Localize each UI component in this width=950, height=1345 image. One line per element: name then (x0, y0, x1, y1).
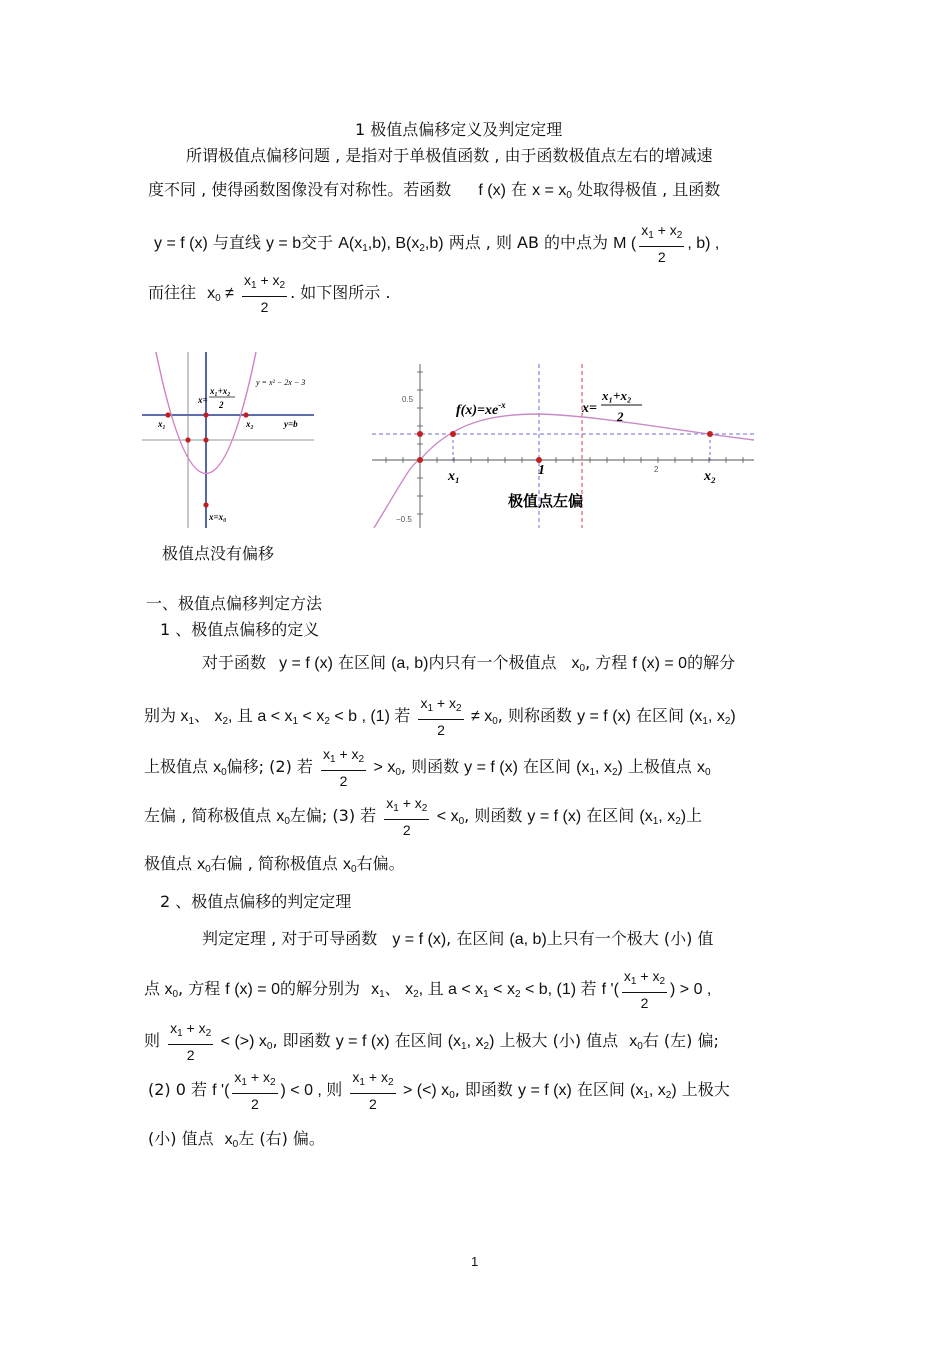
t: 2 (251, 1096, 259, 1112)
math: x (207, 285, 216, 302)
t: 点 x (144, 981, 173, 998)
t: 0 (492, 716, 498, 727)
label-equation: y = x² − 2x − 3 (256, 378, 306, 387)
t: + (653, 222, 670, 238)
t: 上极值点 (144, 757, 209, 776)
tick-2: 2 (654, 465, 659, 474)
t: 0 (205, 864, 211, 875)
fraction (321, 745, 366, 790)
caption-fig2: 极值点左偏 (508, 492, 584, 510)
def-line-4 (144, 794, 702, 842)
t: > (<) x (398, 1082, 450, 1099)
def-line-2 (144, 694, 736, 742)
fraction (622, 967, 667, 1012)
t: 上极大 (小) 值点 (499, 1031, 619, 1050)
t: 1 (393, 803, 399, 814)
point-x1 (450, 431, 456, 437)
thm-line-1 (202, 928, 713, 951)
t: x (697, 759, 706, 776)
point-mid (203, 412, 208, 417)
point-y-axis (417, 431, 423, 437)
label-x1: x₁ (158, 419, 166, 429)
t: 左偏 , 简称极值点 (144, 806, 272, 825)
t: 2 (657, 249, 666, 265)
t: ) (617, 759, 623, 776)
t: + (398, 795, 415, 811)
t: y = f (x) (279, 655, 333, 672)
t: + (433, 695, 449, 711)
fraction (168, 1019, 213, 1064)
t: < (>) x (216, 1033, 267, 1050)
t: , 则函数 (400, 757, 460, 776)
label-x-eq: x= (582, 401, 597, 416)
point-x2 (243, 412, 248, 417)
label-x1: x₁ (448, 469, 460, 484)
t: 2 (665, 1090, 672, 1101)
t: x (276, 808, 285, 825)
t: 0 (705, 767, 711, 778)
t: 右 (左) 偏; (642, 1031, 719, 1050)
t: , 且 a < x (228, 708, 293, 725)
thm-line-3 (144, 1019, 719, 1067)
point-x1 (165, 412, 170, 417)
math: y = f (x) (154, 235, 208, 252)
t: x (272, 272, 280, 288)
t: x (571, 655, 580, 672)
t: 0 (458, 816, 465, 827)
label-x2: x₂ (704, 469, 716, 484)
t: + (364, 1069, 381, 1085)
t: < b , (1) 若 (329, 708, 411, 725)
t: x (323, 746, 330, 762)
t: 2 (339, 773, 348, 789)
t: (x (447, 1033, 462, 1050)
math: A(x (338, 235, 363, 252)
t: 2 (455, 703, 462, 714)
sub: 0 (215, 293, 221, 304)
def-line-1 (202, 652, 735, 680)
t: (2) 0 若 (148, 1080, 208, 1099)
sub: 1 (362, 243, 368, 254)
text: 而往往 (148, 283, 197, 302)
thm-line-2 (144, 967, 711, 1015)
t: 1 (427, 703, 434, 714)
t: , 且 a < x (418, 981, 484, 998)
t: ) < 0 , 则 (280, 1082, 343, 1099)
t: (x (689, 708, 703, 725)
intro-line-4 (148, 271, 390, 319)
t: , 方程 (585, 653, 628, 672)
t: (x (639, 808, 653, 825)
fraction (418, 694, 463, 739)
t: 上极值点 (627, 757, 692, 776)
t: 1 (188, 716, 195, 727)
t: , x (466, 1033, 484, 1050)
def-line-5 (144, 853, 405, 881)
t: 2 (413, 989, 419, 1000)
t: f '( (601, 981, 619, 998)
t: (a, b) (509, 931, 547, 948)
t: 2 (724, 716, 731, 727)
sub: 2 (419, 243, 425, 254)
label-x-x0: x=x₀ (209, 512, 227, 522)
t: (a, b) (391, 655, 429, 672)
t: 2 (205, 1028, 212, 1039)
intro-line-2 (148, 179, 720, 207)
intro-line-3 (154, 221, 719, 269)
t: y = f (x) (518, 1082, 572, 1099)
t: 的解分别为 (279, 979, 360, 998)
t: ) > 0 , (670, 981, 712, 998)
page-title: 1 极值点偏移定义及判定定理 (355, 120, 563, 139)
t: x (352, 1069, 360, 1085)
t: x (224, 1131, 233, 1148)
t: 偏移; (2) 若 (226, 757, 313, 776)
t: x (371, 981, 380, 998)
label-mid-num: x₁+x₂ (210, 386, 231, 396)
point-axis (203, 437, 208, 442)
math-x-eq: x = x (532, 182, 567, 199)
subsection-1: 1 、极值点偏移的定义 (160, 620, 320, 639)
text: 交于 (301, 233, 334, 252)
text: 在 (511, 180, 528, 199)
t: 2 (369, 1096, 377, 1112)
t: + (636, 968, 653, 984)
t: x (170, 1020, 178, 1036)
t: 1 (643, 1090, 649, 1101)
thm-line-5 (148, 1128, 325, 1156)
t: y = f (x) (464, 759, 518, 776)
t: x (448, 695, 456, 711)
t: x (262, 1069, 270, 1085)
t: 2 (421, 803, 428, 814)
math-fx: f (x) (478, 182, 506, 199)
t: 0 (351, 864, 357, 875)
t: 2 (640, 995, 649, 1011)
t: ≠ x (466, 708, 493, 725)
label-x2: x₂ (246, 419, 254, 429)
math: , B(x (386, 235, 420, 252)
t: (x (576, 759, 590, 776)
t: y = f (x) (527, 808, 582, 825)
t: x (414, 795, 422, 811)
t: + (335, 746, 352, 762)
t: + (182, 1020, 199, 1036)
t: 0 (579, 663, 586, 674)
t: + (246, 1069, 263, 1085)
t: 左 (右) 偏。 (238, 1129, 325, 1148)
t: 则 (144, 1031, 161, 1050)
t: 1 (589, 767, 596, 778)
t: 上极大 (681, 1080, 730, 1099)
t: < x (298, 708, 325, 725)
t: ) (730, 708, 736, 725)
t: 右偏 , 简称极值点 (210, 854, 338, 873)
t: x (213, 759, 222, 776)
label-one: 1 (538, 463, 545, 478)
t: 对于函数 (202, 653, 267, 672)
t: < x (432, 808, 459, 825)
t: 别为 x (144, 708, 189, 725)
t: 极值点 (144, 854, 193, 873)
label-mid-den: 2 (219, 400, 224, 410)
t: 2 (387, 1077, 394, 1088)
t: f '( (212, 1082, 230, 1099)
t: , 则函数 (464, 806, 523, 825)
t: 1 (292, 716, 299, 727)
t: 2 (675, 816, 681, 827)
math: ,b) (424, 235, 444, 252)
t: 2 (260, 299, 269, 315)
fx-main: f(x)=xe (456, 403, 499, 418)
math: ,b) (367, 235, 387, 252)
caption-fig1: 极值点没有偏移 (162, 544, 275, 563)
t: 2 (483, 1041, 490, 1052)
t: 0 (637, 1041, 643, 1052)
t: 在区间 (635, 706, 684, 725)
text: 处取得极值 , 且函数 (577, 180, 721, 199)
t: < x (488, 981, 515, 998)
point-vertex (203, 502, 208, 507)
t: x (343, 856, 352, 873)
t: 2 (402, 822, 411, 838)
t: x (669, 222, 677, 238)
t: y = f (x) (577, 708, 631, 725)
t: 在区间 (576, 1080, 625, 1099)
label-x-eq: x= (198, 395, 208, 405)
t: f (x) = 0 (632, 655, 688, 672)
t: 0 (266, 1041, 273, 1052)
page-number: 1 (471, 1254, 479, 1269)
t: , x (595, 759, 612, 776)
sub: 0 (566, 190, 572, 201)
t: 2 (659, 976, 666, 987)
math: ≠ (220, 285, 234, 302)
t: 2 (611, 767, 618, 778)
t: 1 (177, 1028, 183, 1039)
t: 1 (379, 989, 385, 1000)
t: , x (648, 1082, 666, 1099)
t: 在区间 (337, 653, 386, 672)
fraction (639, 221, 684, 266)
t: 在区间 (586, 806, 635, 825)
t: x (629, 1033, 638, 1050)
t: x (420, 695, 428, 711)
t: 在区间 (523, 757, 572, 776)
t: 2 (269, 1077, 276, 1088)
t: 2 (358, 754, 365, 765)
t: 0 (395, 767, 401, 778)
fraction (232, 1068, 277, 1113)
t: 1 (652, 816, 659, 827)
t: + (256, 272, 273, 288)
t: x (652, 968, 660, 984)
figure-parabola (142, 350, 317, 530)
math: M ( (613, 235, 637, 252)
t: x (386, 795, 394, 811)
t: 2 (676, 230, 683, 241)
t: (x (630, 1082, 644, 1099)
t: x (351, 746, 359, 762)
math: , b) , (687, 235, 720, 252)
t: f (x) = 0 (225, 981, 280, 998)
text: 与直线 (212, 233, 261, 252)
t: 左偏; (3) 若 (289, 806, 377, 825)
t: 上 (686, 806, 703, 825)
t: y = f (x) (335, 1033, 390, 1050)
t: 0 (449, 1090, 455, 1101)
t: 、 x (194, 708, 223, 725)
t: 1 (483, 989, 489, 1000)
t: 2 (279, 280, 286, 291)
figure-xe-x (372, 362, 757, 530)
t: , 即函数 (272, 1031, 331, 1050)
t: 、 x (384, 981, 414, 998)
t: , x (658, 808, 676, 825)
t: x (244, 272, 251, 288)
math: y = b (265, 235, 302, 252)
point-origin (185, 437, 190, 442)
intro-line-1: 所谓极值点偏移问题 , 是指对于单极值函数 , 由于函数极值点左右的增减速 (186, 146, 713, 165)
t: 1 (359, 1077, 365, 1088)
def-line-3 (144, 745, 711, 793)
t: 2 (186, 1047, 195, 1063)
fraction (384, 794, 429, 839)
t: 右偏。 (356, 854, 405, 873)
fraction (350, 1068, 395, 1113)
fx-sup: -x (498, 400, 506, 410)
t: ) (680, 808, 687, 825)
t: , x (707, 708, 725, 725)
t: 1 (630, 976, 637, 987)
t: 1 (241, 1077, 247, 1088)
t: 2 (324, 716, 330, 727)
t: 2 (514, 989, 521, 1000)
text: 两点 , 则 AB 的中点为 (448, 233, 609, 252)
t: 1 (330, 754, 336, 765)
label-fx (456, 400, 506, 418)
t: ) (489, 1033, 495, 1050)
section-heading: 一、极值点偏移判定方法 (146, 594, 323, 613)
t: 内只有一个极值点 (428, 653, 557, 672)
t: ) (671, 1082, 677, 1099)
t: 2 (437, 722, 445, 738)
t: < b, (1) 若 (520, 981, 597, 998)
t: y = f (x) (392, 931, 447, 948)
text: . 如下图所示 . (290, 283, 391, 302)
curve-f (374, 414, 754, 528)
t: 0 (221, 767, 227, 778)
t: x (234, 1069, 242, 1085)
subsection-2: 2 、极值点偏移的判定定理 (160, 892, 352, 911)
t: , 在区间 (446, 929, 505, 948)
t: 1 (702, 716, 708, 727)
label-y-b: y=b (284, 419, 298, 429)
t: x (623, 968, 631, 984)
text: 度不同 , 使得函数图像没有对称性。若函数 (148, 180, 452, 199)
t: 1 (648, 230, 654, 241)
point-x2 (707, 431, 713, 437)
t: 2 (222, 716, 229, 727)
t: > x (369, 759, 396, 776)
t: , 则称函数 (497, 706, 572, 725)
t: x (198, 1020, 206, 1036)
t: , 方程 (178, 979, 221, 998)
t: x (641, 222, 649, 238)
fraction (242, 271, 287, 316)
t: 0 (232, 1139, 239, 1150)
t: 上只有一个极大 (小) 值 (546, 929, 714, 948)
t: 在区间 (394, 1031, 443, 1050)
t: x (197, 856, 206, 873)
t: 0 (284, 816, 290, 827)
t: 判定定理 , 对于可导函数 (202, 929, 378, 948)
t: 1 (251, 280, 257, 291)
tick-neg-0-5: −0.5 (396, 515, 412, 524)
label-mid-num: x₁+x₂ (602, 388, 632, 403)
thm-line-4 (148, 1068, 730, 1116)
point-origin (417, 457, 423, 463)
tick-0-5: 0.5 (402, 395, 414, 404)
t: 的解分 (687, 653, 736, 672)
label-mid-den: 2 (617, 409, 624, 424)
t: 0 (172, 989, 179, 1000)
t: (小) 值点 (148, 1129, 214, 1148)
t: 1 (461, 1041, 467, 1052)
t: x (380, 1069, 388, 1085)
t: , 即函数 (454, 1080, 513, 1099)
